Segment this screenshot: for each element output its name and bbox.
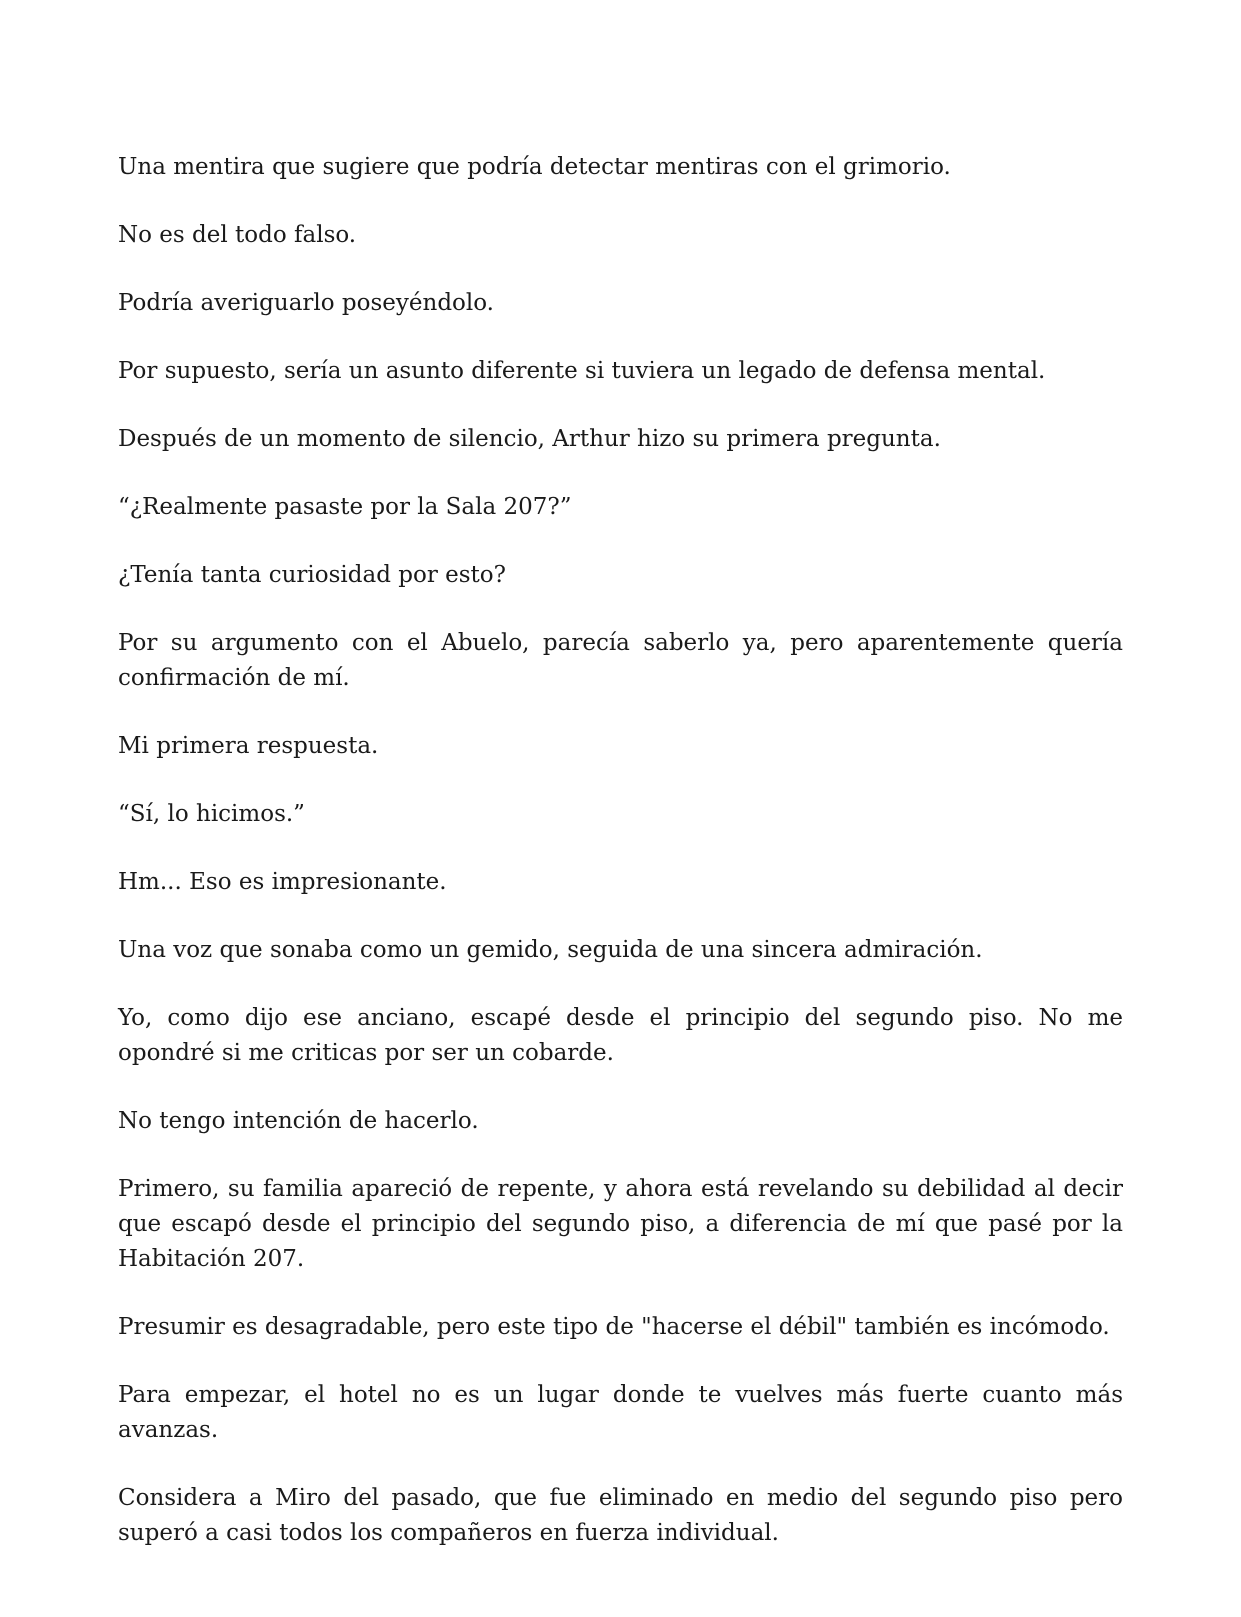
paragraph: Una voz que sonaba como un gemido, seguida de una sincera admiración. [118, 937, 983, 963]
paragraph: Una mentira que sugiere que podría detectar mentiras con el grimorio. [118, 154, 951, 180]
paragraph: Después de un momento de silencio, Arthur hizo su primera pregunta. [118, 426, 941, 452]
document-body [118, 150, 1123, 1584]
paragraph: Yo, como dijo ese anciano, escapé desde el principio del segundo piso. No me opondré si me criticas por ser un cobarde. [118, 1005, 1123, 1066]
paragraph: Presumir es desagradable, pero este tipo de "hacerse el débil" también es incómodo. [118, 1314, 1110, 1340]
paragraph: Por supuesto, sería un asunto diferente si tuviera un legado de defensa mental. [118, 358, 1046, 384]
paragraph: No tengo intención de hacerlo. [118, 1108, 479, 1134]
paragraph: “¿Realmente pasaste por la Sala 207?” [118, 494, 572, 520]
paragraph: Considera a Miro del pasado, que fue eliminado en medio del segundo piso pero superó a casi todos los compañeros en fuerza individual. [118, 1485, 1123, 1546]
paragraph: “Sí, lo hicimos.” [118, 801, 305, 827]
paragraph: Primero, su familia apareció de repente, y ahora está revelando su debilidad al decir que escapó desde el principio del segundo piso, a diferencia de mí que pasé por la Habitación 207. [118, 1176, 1123, 1272]
paragraph: Mi primera respuesta. [118, 733, 379, 759]
paragraph: Para empezar, el hotel no es un lugar donde te vuelves más fuerte cuanto más avanzas. [118, 1382, 1123, 1443]
paragraph: No es del todo falso. [118, 222, 357, 248]
paragraph: Hm... Eso es impresionante. [118, 869, 447, 895]
paragraph: Por su argumento con el Abuelo, parecía saberlo ya, pero aparentemente quería confirmación de mí. [118, 630, 1123, 691]
paragraph: ¿Tenía tanta curiosidad por esto? [118, 562, 506, 588]
paragraph: Podría averiguarlo poseyéndolo. [118, 290, 494, 316]
